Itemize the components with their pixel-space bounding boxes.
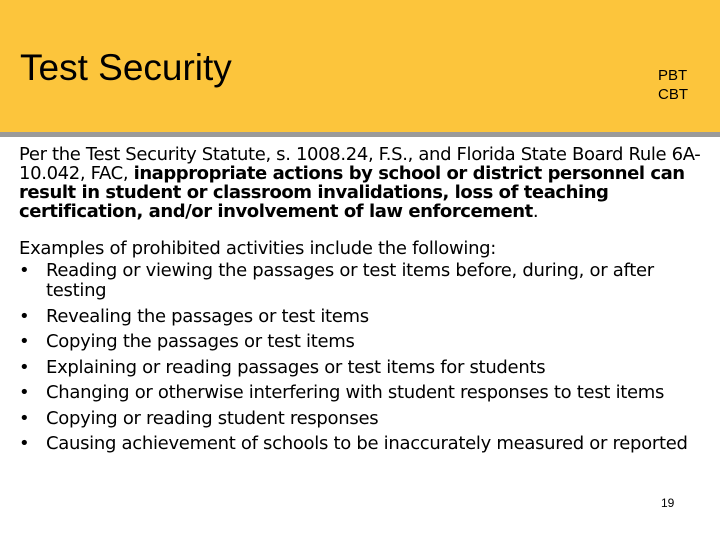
bullet-icon: • bbox=[19, 260, 30, 281]
header-divider bbox=[0, 132, 720, 137]
tag-pbt: PBT bbox=[658, 67, 688, 84]
examples-heading: Examples of prohibited activities include the following: bbox=[19, 238, 497, 259]
prohibited-activities-list bbox=[19, 261, 709, 460]
list-item bbox=[19, 434, 709, 454]
page-number: 19 bbox=[661, 496, 675, 510]
list-item-text: Reading or viewing the passages or test items before, during, or after testing bbox=[46, 260, 654, 301]
bullet-icon: • bbox=[19, 382, 30, 403]
list-item-text: Explaining or reading passages or test items for students bbox=[46, 356, 546, 378]
test-mode-tags bbox=[658, 66, 688, 104]
list-item bbox=[19, 383, 709, 403]
title-banner bbox=[0, 0, 720, 132]
list-item-text: Changing or otherwise interfering with student responses to test items bbox=[46, 382, 665, 403]
list-item-text: Revealing the passages or test items bbox=[46, 305, 369, 327]
intro-emphasis: inappropriate actions by school or district personnel can result in student or classroom invalidations, loss of teaching certification, and/or involvement of law enforcement bbox=[19, 163, 685, 222]
intro-period: . bbox=[532, 201, 539, 222]
list-item-text: Copying or reading student responses bbox=[46, 407, 379, 429]
bullet-icon: • bbox=[19, 305, 30, 327]
list-item bbox=[19, 332, 709, 352]
bullet-icon: • bbox=[19, 331, 30, 352]
bullet-icon: • bbox=[19, 356, 30, 378]
intro-paragraph bbox=[19, 145, 709, 221]
tag-cbt: CBT bbox=[658, 86, 688, 103]
list-item-text: Copying the passages or test items bbox=[46, 331, 355, 352]
list-item bbox=[19, 307, 709, 327]
bullet-icon: • bbox=[19, 433, 30, 454]
list-item bbox=[19, 261, 709, 301]
list-item bbox=[19, 358, 709, 378]
bullet-icon: • bbox=[19, 407, 30, 429]
list-item-text: Causing achievement of schools to be inaccurately measured or reported bbox=[46, 433, 688, 454]
list-item bbox=[19, 409, 709, 429]
slide-title: Test Security bbox=[20, 47, 232, 88]
intro-text: Per the Test Security Statute, s. 1008.24, F.S., and Florida State Board Rule 6A-10.042, FAC, bbox=[19, 144, 701, 184]
